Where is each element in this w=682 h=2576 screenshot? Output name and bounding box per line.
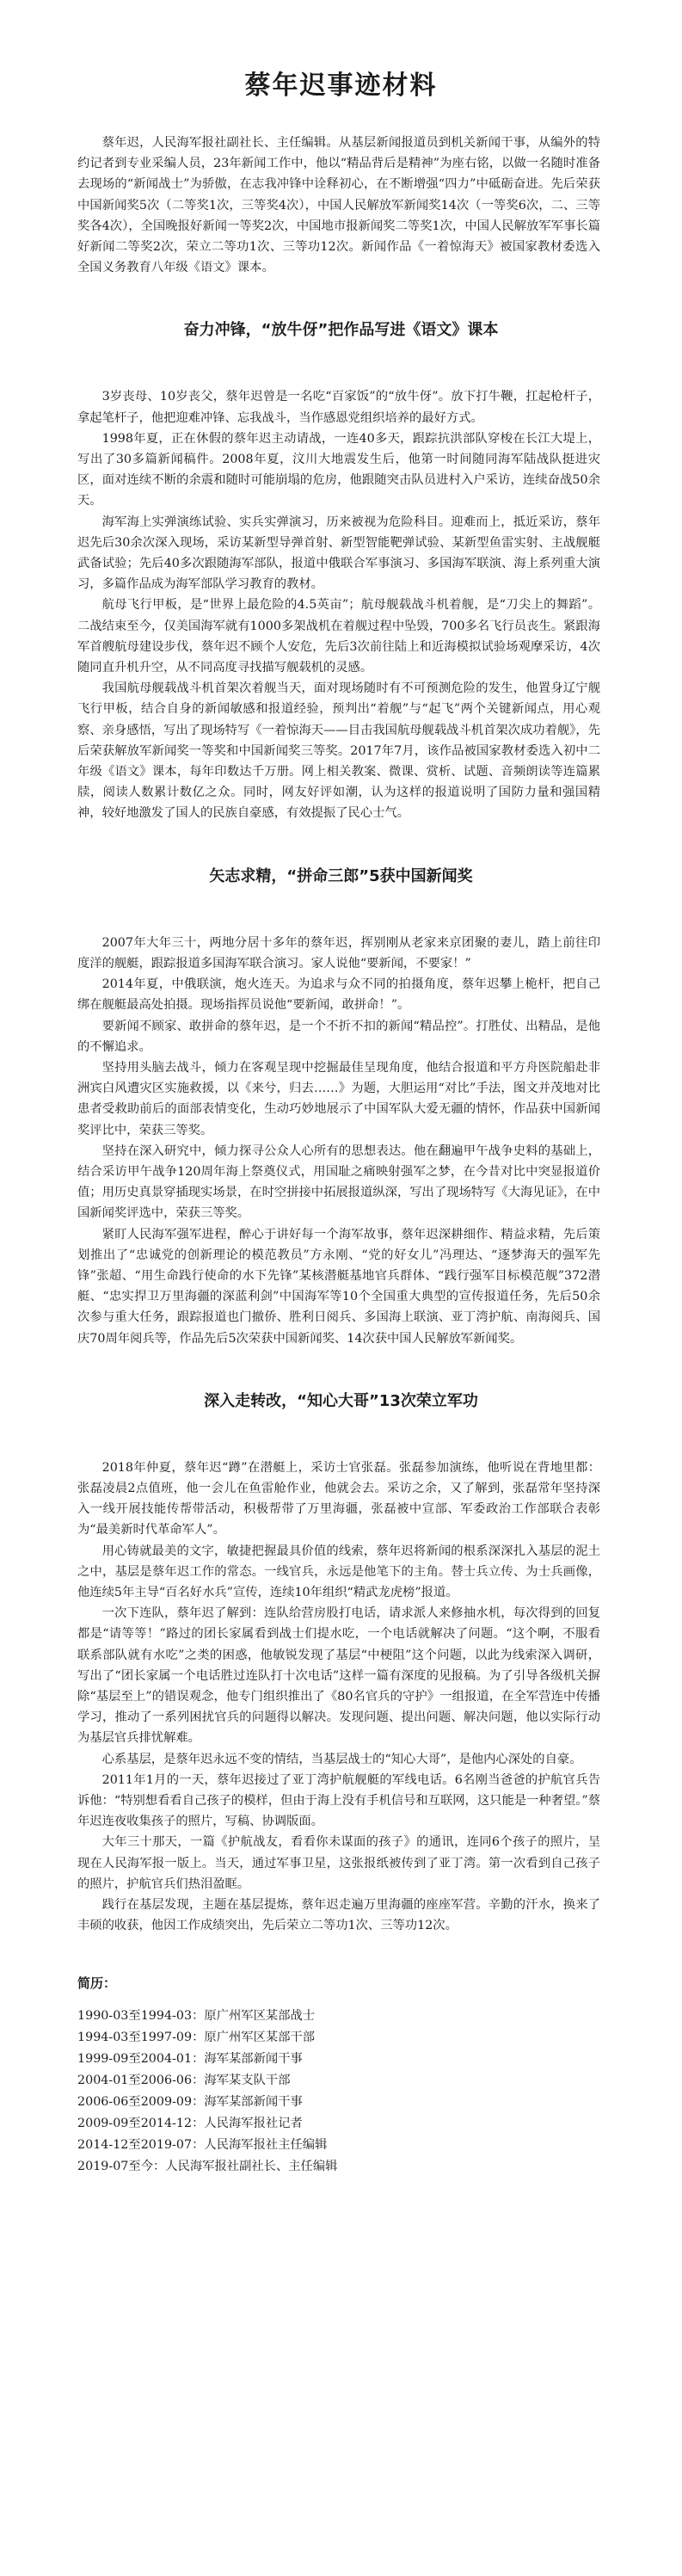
body-paragraph: 坚持用头脑去战斗，倾力在客观呈现中挖掘最佳呈现角度，他结合报道和平方舟医院船赴非洲宾白风遭灾区实施救援，以《来兮，归去……》为题，大胆运用“对比”手法，图文并茂地对比患者受救助前后的面部表情变化，生动巧妙地展示了中国军队大爱无疆的情怀，作品获中国新闻奖评比中，荣获三等奖。 [77,1060,600,1137]
resume-item: 1990-03至1994-03：原广州军区某部战士 [77,2009,316,2024]
body-paragraph: 航母飞行甲板，是“世界上最危险的4.5英亩”；航母舰载战斗机着舰，是“刀尖上的舞蹈”。二战结束至今，仅美国海军就有1000多架战机在着舰过程中坠毁，700多名飞行员丧生。紧跟海军首艘航母建设步伐，蔡年迟不顾个人安危，先后3次前往陆上和近海模拟试验场观摩采访，4次随同直升机升空，从不同高度寻找描写舰载机的灵感。 [77,598,600,675]
document-title: 蔡年迟事迹材料 [244,71,438,101]
body-paragraph: 海军海上实弹演练试验、实兵实弹演习，历来被视为危险科目。迎难而上，抵近采访，蔡年迟先后30余次深入现场，采访某新型导弹首射、新型智能靶弹试验、某新型鱼雷实射、主战舰艇武备试验；先后40多次跟随海军部队，报道中俄联合军事演习、多国海军联演、海上系列重大演习，多篇作品成为海军部队学习教育的教材。 [77,515,600,592]
body-paragraph: 用心铸就最美的文字，敏捷把握最具价值的线索，蔡年迟将新闻的根系深深扎入基层的泥土之中，基层是蔡年迟工作的常态。一线官兵，永远是他笔下的主角。替士兵立传、为士兵画像，他连续5年主导“百名好水兵”宣传，连续10年组织“精武龙虎榜”报道。 [77,1544,600,1599]
body-paragraph: 践行在基层发现，主题在基层提炼，蔡年迟走遍万里海疆的座座军营。辛勤的汗水，换来了丰硕的收获，他因工作成绩突出，先后荣立二等功1次、三等功12次。 [77,1898,600,1933]
section-heading: 深入走转改，“知心大哥”13次荣立军功 [204,1391,478,1410]
body-paragraph: 我国航母舰载战斗机首架次着舰当天，面对现场随时有不可预测危险的发生，他置身辽宁舰飞行甲板，结合自身的新闻敏感和报道经验，预判出“着舰”与“起飞”两个关键新闻点，用心观察、亲身感悟，写出了现场特写《一着惊海天——目击我国航母舰载战斗机首架次成功着舰》，先后荣获解放军新闻奖一等奖和中国新闻奖三等奖。2017年7月，该作品被国家教材委选入初中二年级《语文》课本，每年印数达千万册。网上相关教案、微课、赏析、试题、音频朗读等连篇累牍，阅读人数累计数亿之众。同时，网友好评如潮，认为这样的报道说明了国防力量和强国精神，较好地激发了国人的民族自豪感，有效提振了民心士气。 [77,681,600,821]
section-heading: 奋力冲锋，“放牛伢”把作品写进《语文》课本 [183,321,499,340]
body-paragraph: 心系基层，是蔡年迟永远不变的情结，当基层战士的“知心大哥”，是他内心深处的自豪。 [101,1752,582,1766]
body-paragraph: 2007年大年三十，两地分居十多年的蔡年迟，挥别刚从老家来京团聚的妻儿，踏上前往印度洋的舰艇，跟踪报道多国海军联合演习。家人说他“要新闻，不要家！” [77,935,600,971]
resume-section [77,1974,600,2178]
section-heading: 矢志求精，“拼命三郎”5获中国新闻奖 [209,866,473,885]
resume-item: 2019-07至今：人民海军报社副社长、主任编辑 [77,2160,338,2174]
resume-item: 2014-12至2019-07：人民海军报社主任编辑 [77,2138,328,2153]
section-body [77,386,600,823]
body-paragraph: 坚持在深入研究中，倾力探寻公众人心所有的思想表达。他在翻遍甲午战争史料的基础上，结合采访甲午战争120周年海上祭奠仪式，用国耻之痛映射强军之梦，在今昔对比中突显报道价值；用历史真景穿插现实场景，在时空拼接中拓展报道纵深，写出了现场特写《大海见证》，在中国新闻奖评选中，荣获三等奖。 [77,1143,600,1221]
resume-item: 2006-06至2009-09：海军某部新闻干事 [77,2095,303,2110]
section-body [77,933,600,1349]
resume-item: 2004-01至2006-06：海军某支队干部 [77,2074,291,2088]
intro [77,132,600,278]
resume-item: 1994-03至1997-09：原广州军区某部干部 [77,2031,316,2045]
body-paragraph: 2014年夏，中俄联演，炮火连天。为追求与众不同的拍摄角度，蔡年迟攀上桅杆，把自己绑在舰艇最高处拍摄。现场指挥员说他“要新闻，敢拼命！”。 [77,977,600,1013]
resume-item: 2009-09至2014-12：人民海军报社记者 [77,2117,303,2131]
body-paragraph: 要新闻不顾家、敢拼命的蔡年迟，是一个不折不扣的新闻“精品控”。打胜仗、出精品，是他的不懈追求。 [77,1019,600,1054]
intro-paragraph: 蔡年迟，人民海军报社副社长、主任编辑。从基层新闻报道员到机关新闻干事，从编外的特约记者到专业采编人员，23年新闻工作中，他以“精品背后是精神”为座右铭，以做一名随时准备去现场的“新闻战士”为骄傲，在志我冲锋中诠释初心，在不断增强“四力”中砥砺奋进。先后荣获中国新闻奖5次（二等奖1次，三等奖4次），中国人民解放军新闻奖14次（一等奖6次，二、三等奖各4次），全国晚报好新闻一等奖2次，中国地市报新闻奖二等奖1次，中国人民解放军军事长篇好新闻二等奖2次，荣立二等功1次、三等功12次。新闻作品《一着惊海天》被国家教材委选入全国义务教育八年级《语文》课本。 [77,136,600,275]
body-paragraph: 2018年仲夏，蔡年迟“蹲”在潜艇上，采访士官张磊。张磊参加演练，他听说在背地里都：张磊凌晨2点值班，他一会儿在鱼雷舱作业，他就会去。采访之余，又了解到，张磊常年坚持深入一线开展技能传帮带活动，积极帮带了万里海疆，张磊被中宣部、军委政治工作部联合表彰为“最美新时代革命军人”。 [77,1460,600,1538]
body-paragraph: 紧盯人民海军强军进程，醉心于讲好每一个海军故事，蔡年迟深耕细作、精益求精，先后策划推出了“忠诚党的创新理论的模范教员”方永刚、“党的好女儿”冯理达、“逐梦海天的强军先锋”张超、“用生命践行使命的水下先锋”某核潜艇基地官兵群体、“践行强军目标模范舰”372潜艇、“忠实捍卫万里海疆的深蓝利剑”中国海军等10个全国重大典型的宣传报道任务，先后50余次参与重大任务，跟踪报道也门撤侨、胜利日阅兵、多国海上联演、亚丁湾护航、南海阅兵、国庆70周年阅兵等，作品先后5次荣获中国新闻奖、14次获中国人民解放军新闻奖。 [77,1227,600,1346]
body-paragraph: 一次下连队，蔡年迟了解到：连队给营房股打电话，请求派人来修抽水机，每次得到的回复都是“请等等！”路过的团长家属看到战士们提水吃，一个电话就解决了问题。“这个啊，不服看联系部队就有水吃”之类的困惑，他敏锐发现了基层“中梗阻”这个问题，以此为线索深入调研，写出了“团长家属一个电话胜过连队打十次电话”这样一篇有深度的见报稿。为了引导各级机关摒除“基层至上”的错误观念，他专门组织推出了《80名官兵的守护》一组报道，在全军营连中传播学习，推动了一系列困扰官兵的问题得以解决。发现问题、提出问题、解决问题，他以实际行动为基层官兵排忧解难。 [77,1606,600,1746]
resume-title: 简历： [77,1975,117,1992]
section-body [77,1457,600,1937]
body-paragraph: 大年三十那天，一篇《护航战友，看看你未谋面的孩子》的通讯，连同6个孩子的照片，呈现在人民海军报一版上。当天，通过军事卫星，这张报纸被传到了亚丁湾。第一次看到自己孩子的照片，护航官兵们热泪盈眶。 [77,1835,600,1891]
body-paragraph: 3岁丧母、10岁丧父，蔡年迟曾是一名吃“百家饭”的“放牛伢”。放下打牛鞭，扛起枪杆子，拿起笔杆子，他把迎难冲锋、忘我战斗，当作感恩党组织培养的最好方式。 [77,390,600,425]
body-paragraph: 1998年夏，正在休假的蔡年迟主动请战，一连40多天，跟踪抗洪部队穿梭在长江大堤上，写出了30多篇新闻稿件。2008年夏，汶川大地震发生后，他第一时间随同海军陆战队挺进灾区，面对连续不断的余震和随时可能崩塌的危房，他跟随突击队员进村入户采访，连续奋战50余天。 [77,431,600,508]
resume-item: 1999-09至2004-01：海军某部新闻干事 [77,2052,303,2067]
body-paragraph: 2011年1月的一天，蔡年迟接过了亚丁湾护航舰艇的军线电话。6名刚当爸爸的护航官兵告诉他：“特别想看看自己孩子的模样，但由于海上没有手机信号和互联网，这只能是一种奢望。”蔡年迟连夜收集孩子的照片，写稿、协调版面。 [77,1772,600,1829]
